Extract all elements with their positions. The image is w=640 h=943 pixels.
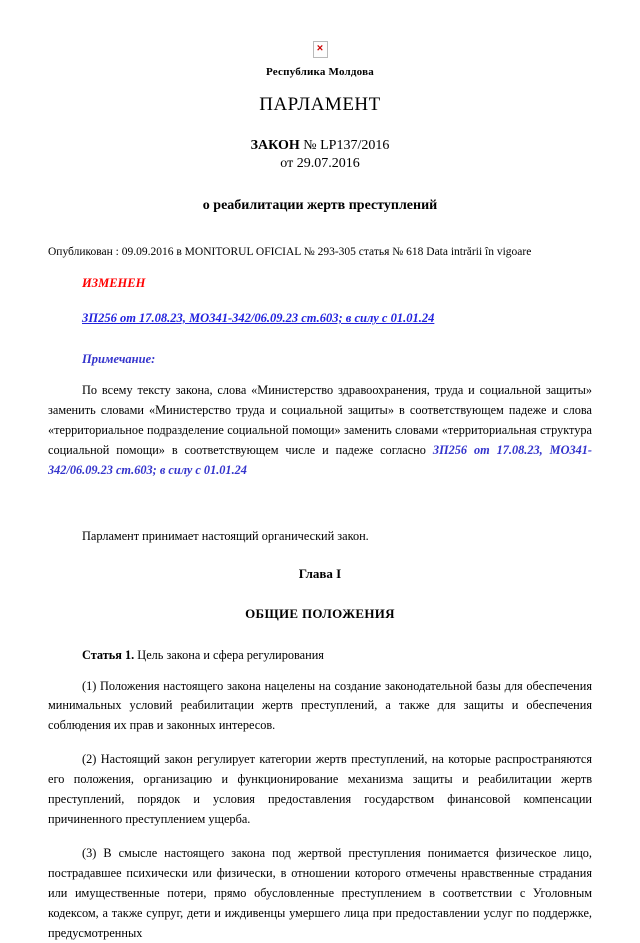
note-inline-link[interactable]: ЗП256 от 17.08.23, МО341-342/06.09.23 ст.603; в силу с 01.01.24 — [48, 442, 592, 477]
note-label: Примечание: — [82, 352, 156, 366]
law-number: № LP137/2016 — [299, 138, 390, 153]
article-number: Статья 1. — [82, 647, 135, 662]
article-paragraph-2: (2) Настоящий закон регулирует категории жертв преступлений, на которые распространяются его положения, организацию и функционирование механизма защиты и реабилитации жертв преступлений, порядок и условия предоставления государством финансовой компенсации причиненного преступлением ущерба. — [48, 752, 592, 826]
status-badge-amended: ИЗМЕНЕН — [82, 276, 146, 290]
article-paragraph-1: (1) Положения настоящего закона нацелены на создание законодательной базы для обеспечения минимальных условий реабилитации жертв преступлений, а также для защиты и обеспечения соблюдения их прав и законных интересов. — [48, 678, 592, 733]
note-text: По всему тексту закона, слова «Министерство здравоохранения, труда и социальной защиты» заменить словами «Министерство труда и социальной защиты» в соответствующем падеже и слова «территориальное подразделение социальной помощи» заменить словами «территориальная структура социальной помощи» в соответствующем числе и падеже согласно — [48, 383, 592, 457]
law-number-line — [48, 138, 592, 154]
article-title: Цель закона и сфера регулирования — [134, 647, 324, 662]
law-word: ЗАКОН — [250, 138, 300, 153]
publication-line: Опубликован : 09.09.2016 в MONITORUL OFICIAL № 293-305 статья № 618 Data intrării în vigoare — [48, 246, 532, 258]
republic-heading: Республика Молдова — [266, 66, 374, 78]
chapter-title: ОБЩИЕ ПОЛОЖЕНИЯ — [245, 605, 395, 621]
institution-heading: ПАРЛАМЕНТ — [259, 94, 381, 115]
amendment-note-paragraph — [48, 381, 592, 481]
broken-image-placeholder — [48, 40, 592, 58]
law-date: от 29.07.2016 — [280, 156, 360, 171]
chapter-heading: Глава I — [298, 565, 342, 581]
article-heading — [82, 648, 592, 663]
amendment-link[interactable]: ЗП256 от 17.08.23, МО341-342/06.09.23 ст.603; в силу с 01.01.24 — [82, 311, 435, 325]
article-paragraph-3: (3) В смысле настоящего закона под жертвой преступления понимается физическое лицо, пострадавшее психически или физически, в отношении которого отмечены нравственные страдания или имущественные потери, прямо обусловленные преступлением в соответствии с Уголовным кодексом, а также супруг, дети и иждивенцы умершего лица при предоставлении услуг по поддержке, предусмотренных — [48, 845, 592, 940]
page-title: о реабилитации жертв преступлений — [202, 198, 438, 213]
adoption-statement: Парламент принимает настоящий органический закон. — [82, 528, 369, 543]
broken-image-icon — [313, 41, 328, 58]
